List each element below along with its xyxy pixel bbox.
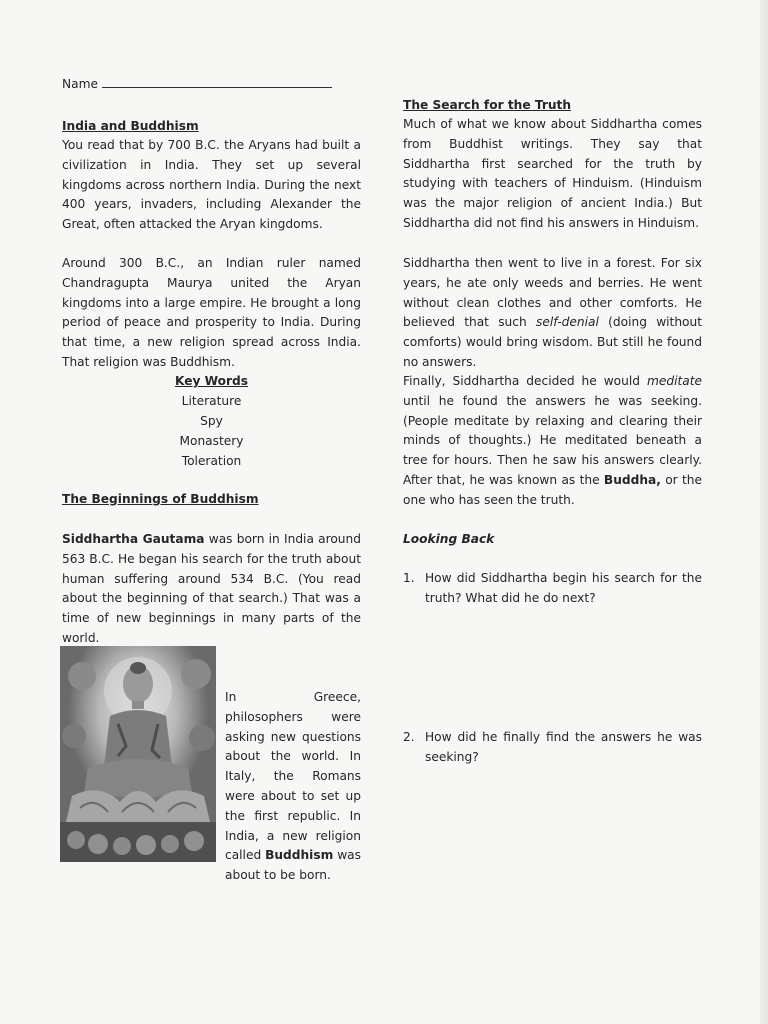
side-text-part2: was about to be born. (225, 848, 361, 883)
paragraph-aryans: You read that by 700 B.C. the Aryans had built a civilization in India. They set up several kingdoms across northern India. During the next 400 years, invaders, including Alexander the Great, often attacked the Aryan kingdoms. (62, 138, 361, 232)
meditate-italic: meditate (646, 374, 702, 388)
question-text: How did Siddhartha begin his search for the truth? What did he do next? (425, 571, 702, 605)
meditate-text-a: Finally, Siddhartha decided he would (403, 374, 647, 388)
key-word-item: Monastery (179, 434, 244, 448)
paragraph-chandragupta: Around 300 B.C., an Indian ruler named Chandragupta Maurya united the Aryan kingdoms into a large empire. He brought a long period of peace and prosperity to India. During that time, a new religion spread across India. That religion was Buddhism. (62, 256, 361, 369)
paragraph-buddhist-writings: Much of what we know about Siddhartha comes from Buddhist writings. They say that Siddhartha first searched for the truth by studying with teachers of Hinduism. (Hinduism was the major religion of ancient India.) But Siddhartha did not find his answers in Hinduism. (403, 117, 702, 230)
key-word-item: Spy (200, 414, 223, 428)
key-words-title: Key Words (174, 374, 249, 388)
buddha-illustration-icon (60, 646, 216, 862)
question-number: 2. (403, 730, 415, 744)
section-title-beginnings: The Beginnings of Buddhism (62, 492, 259, 506)
side-text-part1: In Greece, philosophers were asking new questions about the world. In Italy, the Romans were about to set up the first republic. In India, a new religion called (225, 690, 361, 863)
paragraph-meditate (403, 372, 702, 511)
section-title-search-truth: The Search for the Truth (403, 98, 572, 112)
question-2 (403, 728, 702, 768)
key-word-item: Literature (181, 394, 242, 408)
paragraph-siddhartha-born (62, 530, 361, 649)
buddha-image (60, 646, 216, 862)
paragraph-siddhartha-born-text: was born in India around 563 B.C. He began his search for the truth about human suffering around 534 B.C. (You read about the beginning of that search.) That was a time of new beginnings in many parts of the world. (62, 532, 361, 645)
question-number: 1. (403, 571, 415, 585)
self-denial-italic: self-denial (535, 315, 599, 330)
buddhism-bold: Buddhism (265, 848, 334, 863)
paragraph-forest (403, 254, 702, 373)
name-label: Name (62, 77, 98, 91)
section-title-india-buddhism: India and Buddhism (62, 119, 199, 133)
meditate-text-c: or the one who has seen the truth. (403, 472, 702, 507)
name-field[interactable] (62, 75, 332, 95)
key-word-item: Toleration (181, 454, 242, 468)
looking-back-title: Looking Back (403, 532, 495, 546)
siddhartha-gautama-bold: Siddhartha Gautama (62, 532, 205, 546)
question-1 (403, 569, 702, 609)
forest-text-a: Siddhartha then went to live in a forest. For six years, he ate only weeds and berries. He went without clean clothes and other comforts. He believed that such (403, 256, 702, 330)
forest-text-b: (doing without comforts) would bring wisdom. But still he found no answers. (403, 315, 703, 369)
meditate-text-b: until he found the answers he was seeking. (People meditate by relaxing and clearing their minds of thoughts.) He meditated beneath a tree for hours. Then he saw his answers clearly. After that, he was known as the (403, 393, 702, 487)
name-blank-line[interactable] (102, 75, 332, 88)
page-fold-shadow (760, 0, 768, 1024)
question-text: How did he finally find the answers he was seeking? (425, 730, 702, 764)
buddha-bold: Buddha, (603, 472, 661, 487)
paragraph-greece-italy-india (225, 688, 361, 886)
